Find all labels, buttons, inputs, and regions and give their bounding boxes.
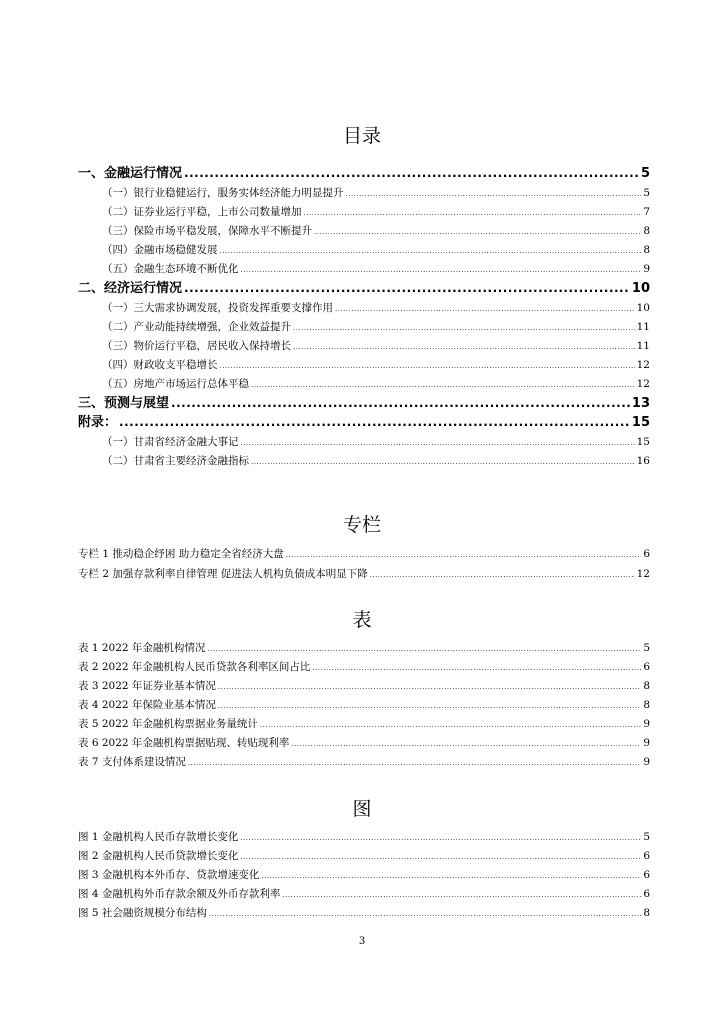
toc-chapter[interactable] xyxy=(78,279,650,297)
table-entry[interactable] xyxy=(78,658,650,676)
toc-page-number: 13 xyxy=(631,396,650,411)
page-number: 3 xyxy=(358,936,366,947)
leader-dots xyxy=(335,300,635,318)
toc-page-number: 10 xyxy=(631,281,650,296)
toc-section-label: （五）房地产市场运行总体平稳 xyxy=(102,378,249,390)
leader-dots xyxy=(241,434,635,452)
toc-page-number: 11 xyxy=(636,340,650,352)
table-entry[interactable] xyxy=(78,639,650,657)
figure-entry-label: 图 5 社会融资规模分布结构 xyxy=(78,907,207,919)
toc-section[interactable] xyxy=(102,299,650,317)
toc-page-number: 11 xyxy=(636,321,650,333)
toc-section-label: （三）保险市场平稳发展，保障水平不断提升 xyxy=(102,225,312,237)
toc-chapter[interactable] xyxy=(78,394,650,412)
table-entry[interactable] xyxy=(78,734,650,752)
leader-dots xyxy=(184,279,630,297)
columns-title: 专栏 xyxy=(342,514,381,536)
table-entry-label: 表 6 2022 年金融机构票据贴现、转贴现利率 xyxy=(78,737,290,749)
toc-section[interactable] xyxy=(102,433,650,451)
entry-page-number: 6 xyxy=(643,869,650,881)
leader-dots xyxy=(241,261,642,279)
leader-dots xyxy=(314,223,641,241)
toc-section-label: （一）银行业稳健运行，服务实体经济能力明显提升 xyxy=(102,187,344,199)
figure-entry-label: 图 4 金融机构外币存款余额及外币存款利率 xyxy=(78,888,281,900)
leader-dots xyxy=(207,640,641,658)
leader-dots xyxy=(209,905,641,923)
leader-dots xyxy=(293,338,635,356)
table-entry-label: 表 2 2022 年金融机构人民币贷款各利率区间占比 xyxy=(78,661,311,673)
toc-page-number: 10 xyxy=(636,302,650,314)
toc-chapter[interactable] xyxy=(78,413,650,431)
entry-page-number: 9 xyxy=(643,718,650,730)
column-entry-label: 专栏 1 推动稳企纾困 助力稳定全省经济大盘 xyxy=(78,548,284,560)
leader-dots xyxy=(346,185,642,203)
leader-dots xyxy=(218,678,641,696)
table-entry[interactable] xyxy=(78,696,650,714)
column-entry[interactable] xyxy=(78,565,650,583)
toc-section-label: （二）产业动能持续增强，企业效益提升 xyxy=(102,321,291,333)
toc-section[interactable] xyxy=(102,222,650,240)
toc-page-number: 12 xyxy=(636,359,650,371)
table-entry-label: 表 7 支付体系建设情况 xyxy=(78,756,186,768)
entry-page-number: 6 xyxy=(643,548,650,560)
leader-dots xyxy=(171,394,630,412)
toc-title: 目录 xyxy=(342,125,381,147)
leader-dots xyxy=(282,886,641,904)
toc-page-number: 15 xyxy=(636,436,650,448)
toc-section-label: （五）金融生态环境不断优化 xyxy=(102,263,239,275)
leader-dots xyxy=(261,867,641,885)
toc-section-label: （四）金融市场稳健发展 xyxy=(102,244,218,256)
figure-entry[interactable] xyxy=(78,828,650,846)
entry-page-number: 8 xyxy=(643,699,650,711)
figure-entry[interactable] xyxy=(78,847,650,865)
toc-section[interactable] xyxy=(102,375,650,393)
toc-page-number: 16 xyxy=(636,455,650,467)
table-entry[interactable] xyxy=(78,715,650,733)
figure-entry-label: 图 3 金融机构本外币存、贷款增速变化 xyxy=(78,869,260,881)
entry-page-number: 8 xyxy=(643,680,650,692)
entry-page-number: 8 xyxy=(643,907,650,919)
leader-dots xyxy=(293,319,635,337)
leader-dots xyxy=(291,735,641,753)
table-entry-label: 表 3 2022 年证券业基本情况 xyxy=(78,680,216,692)
toc-page-number: 9 xyxy=(643,263,650,275)
figure-entry[interactable] xyxy=(78,885,650,903)
toc-page-number: 5 xyxy=(640,166,650,181)
figure-entry-label: 图 2 金融机构人民币贷款增长变化 xyxy=(78,850,239,862)
toc-section[interactable] xyxy=(102,184,650,202)
leader-dots xyxy=(251,376,635,394)
leader-dots xyxy=(119,413,630,431)
leader-dots xyxy=(260,716,641,734)
toc-chapter[interactable] xyxy=(78,164,650,182)
toc-chapter-label: 二、经济运行情况 xyxy=(78,281,183,296)
column-entry-label: 专栏 2 加强存款利率自律管理 促进法人机构负债成本明显下降 xyxy=(78,568,368,580)
leader-dots xyxy=(188,754,641,772)
toc-section-label: （一）三大需求协调发展，投资发挥重要支撑作用 xyxy=(102,302,333,314)
entry-page-number: 9 xyxy=(643,737,650,749)
leader-dots xyxy=(240,829,641,847)
toc-section[interactable] xyxy=(102,337,650,355)
leader-dots xyxy=(184,164,639,182)
toc-section-label: （四）财政收支平稳增长 xyxy=(102,359,218,371)
toc-page-number: 15 xyxy=(631,415,650,430)
toc-section-label: （一）甘肃省经济金融大事记 xyxy=(102,436,239,448)
toc-section[interactable] xyxy=(102,452,650,470)
figures-title: 图 xyxy=(352,798,372,820)
entry-page-number: 6 xyxy=(643,850,650,862)
toc-section-label: （二）甘肃省主要经济金融指标 xyxy=(102,455,249,467)
leader-dots xyxy=(370,566,635,584)
entry-page-number: 6 xyxy=(643,888,650,900)
toc-section-label: （三）物价运行平稳，居民收入保持增长 xyxy=(102,340,291,352)
leader-dots xyxy=(220,242,642,260)
entry-page-number: 5 xyxy=(643,642,650,654)
toc-section[interactable] xyxy=(102,318,650,336)
toc-section[interactable] xyxy=(102,356,650,374)
toc-page-number: 8 xyxy=(643,244,650,256)
table-entry-label: 表 5 2022 年金融机构票据业务量统计 xyxy=(78,718,258,730)
figure-entry[interactable] xyxy=(78,904,650,922)
leader-dots xyxy=(312,659,641,677)
entry-page-number: 12 xyxy=(636,568,650,580)
toc-section[interactable] xyxy=(102,203,650,221)
leader-dots xyxy=(218,697,641,715)
toc-page-number: 7 xyxy=(643,206,650,218)
leader-dots xyxy=(220,357,635,375)
toc-page-number: 5 xyxy=(643,187,650,199)
entry-page-number: 5 xyxy=(643,831,650,843)
toc-page-number: 12 xyxy=(636,378,650,390)
toc-page-number: 8 xyxy=(643,225,650,237)
entry-page-number: 9 xyxy=(643,756,650,768)
toc-chapter-label: 一、金融运行情况 xyxy=(78,166,183,181)
toc-chapter-label: 三、预测与展望 xyxy=(78,396,170,411)
toc-section-label: （二）证券业运行平稳，上市公司数量增加 xyxy=(102,206,302,218)
leader-dots xyxy=(251,453,635,471)
table-entry[interactable] xyxy=(78,677,650,695)
toc-section[interactable] xyxy=(102,241,650,259)
table-entry-label: 表 4 2022 年保险业基本情况 xyxy=(78,699,216,711)
figure-entry-label: 图 1 金融机构人民币存款增长变化 xyxy=(78,831,239,843)
table-entry[interactable] xyxy=(78,753,650,771)
figure-entry[interactable] xyxy=(78,866,650,884)
toc-section[interactable] xyxy=(102,260,650,278)
toc-chapter-label: 附录： xyxy=(78,415,118,430)
leader-dots xyxy=(240,848,641,866)
column-entry[interactable] xyxy=(78,545,650,563)
tables-title: 表 xyxy=(352,609,372,631)
table-entry-label: 表 1 2022 年金融机构情况 xyxy=(78,642,206,654)
leader-dots xyxy=(286,546,642,564)
entry-page-number: 6 xyxy=(643,661,650,673)
leader-dots xyxy=(304,204,642,222)
